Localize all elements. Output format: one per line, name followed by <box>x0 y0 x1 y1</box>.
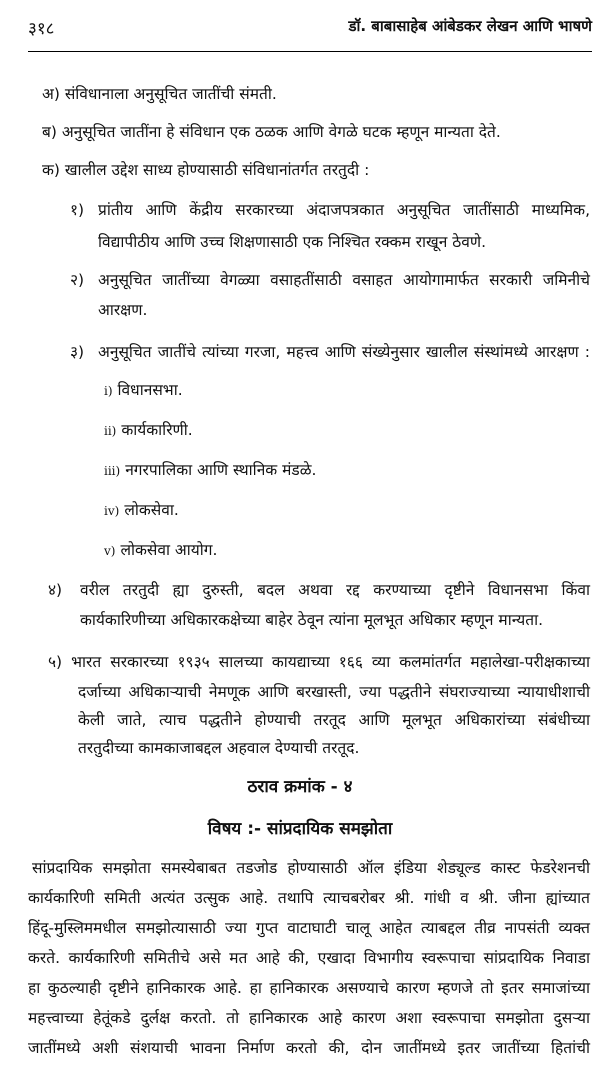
item-a: अ) संविधानाला अनुसूचित जातींची संमती. <box>42 85 277 103</box>
roman-numeral: i) <box>104 384 113 398</box>
paragraph-line-1: सांप्रदायिक समझोता समस्येबाबत तडजोड होण्यासाठी ऑल इंडिया शेड्यूल्ड कास्ट फेडरेशनची <box>32 859 590 877</box>
roman-item-text: नगरपालिका आणि स्थानिक मंडळे. <box>125 461 317 479</box>
roman-item-4 <box>104 500 179 521</box>
roman-numeral: iv) <box>104 504 120 518</box>
paragraph-line-3: हिंदू-मुस्लिममधील समझोत्यासाठी ज्या गुप्त वाटाघाटी चालू आहेत त्याबद्दल तीव्र नापसंती व्यक्त <box>28 919 590 937</box>
point-4-line-1: वरील तरतुदी ह्या दुरुस्ती, बदल अथवा रद्द करण्याच्या दृष्टीने विधानसभा किंवा <box>80 581 590 599</box>
item-b: ब) अनुसूचित जातींना हे संविधान एक ठळक आणि वेगळे घटक म्हणून मान्यता देते. <box>42 123 501 141</box>
point-4-line-2: कार्यकारिणीच्या अधिकारकक्षेच्या बाहेर ठेवून त्यांना मूलभूत अधिकार म्हणून मान्यता. <box>80 611 544 629</box>
roman-item-text: लोकसेवा आयोग. <box>120 541 218 559</box>
subitem-2-line-2: आरक्षण. <box>98 301 148 319</box>
header-rule <box>28 51 592 52</box>
subitem-2-line-1: अनुसूचित जातींच्या वेगळ्या वसाहतींसाठी वसाहत आयोगामार्फत सरकारी जमिनीचे <box>98 271 590 289</box>
resolution-title: ठराव क्रमांक - ४ <box>247 777 353 797</box>
paragraph-line-5: हा कुठल्याही दृष्टीने हानिकारक आहे. हा हानिकारक असण्याचे कारण म्हणजे तो इतर समाजांच्या <box>28 979 590 997</box>
point-5-line-2: दर्जाच्या अधिकाऱ्याची नेमणूक आणि बरखास्ती, ज्या पद्धतीने संघराज्याच्या न्यायाधीशाची <box>78 683 590 701</box>
paragraph-line-2: कार्यकारिणी समिती अत्यंत उत्सुक आहे. तथापि त्याचबरोबर श्री. गांधी व श्री. जीना ह्यांच्यात <box>28 889 590 907</box>
page-number: ३१८ <box>28 19 55 39</box>
subitem-1-line-1: प्रांतीय आणि केंद्रीय सरकारच्या अंदाजपत्रकात अनुसूचित जातींसाठी माध्यमिक, <box>98 201 590 219</box>
point-5-line-4: तरतुदीच्या कामकाजाबद्दल अहवाल देण्याची तरतूद. <box>78 739 360 757</box>
paragraph-line-7: जातींमध्ये अशी संशयाची भावना निर्माण करतो की, दोन जातींमध्ये इतर जातींच्या हितांची <box>28 1039 590 1057</box>
subitem-3-line-1: अनुसूचित जातींचे त्यांच्या गरजा, महत्त्व आणि संख्येनुसार खालील संस्थांमध्ये आरक्षण : <box>98 343 590 361</box>
roman-item-text: विधानसभा. <box>117 381 183 399</box>
page-header <box>28 14 592 40</box>
subitem-1-marker: १) <box>70 201 85 219</box>
roman-numeral: ii) <box>104 424 117 438</box>
roman-item-5 <box>104 540 217 561</box>
roman-item-1 <box>104 380 183 401</box>
roman-item-text: लोकसेवा. <box>124 501 179 519</box>
roman-item-3 <box>104 460 316 481</box>
running-head: डॉ. बाबासाहेब आंबेडकर लेखन आणि भाषणे <box>348 17 592 35</box>
paragraph-line-4: करते. कार्यकारिणी समितीचे असे मत आहे की, एखादा विभागीय स्वरूपाचा सांप्रदायिक निवाडा <box>28 949 590 967</box>
point-5-line-3: केली जाते, त्याच पद्धतीने होण्याची तरतूद आणि मूलभूत अधिकारांच्या संबंधीच्या <box>78 711 590 729</box>
roman-numeral: v) <box>104 544 116 558</box>
paragraph-line-6: महत्त्वाच्या हेतूंकडे दुर्लक्ष करतो. तो हानिकारक आहे कारण अशा स्वरूपाचा समझोता दुसऱ्या <box>28 1009 590 1027</box>
subitem-2-marker: २) <box>70 271 85 289</box>
subitem-1-line-2: विद्यापीठीय आणि उच्च शिक्षणासाठी एक निश्चित रक्कम राखून ठेवणे. <box>98 233 487 251</box>
point-4-marker: ४) <box>48 581 63 599</box>
resolution-subject: विषय :- सांप्रदायिक समझोता <box>207 819 393 839</box>
point-5-line-1: ५) भारत सरकारच्या १९३५ सालच्या कायद्याच्या १६६ व्या कलमांतर्गत महालेखा-परीक्षकाच्या <box>48 653 590 671</box>
roman-item-2 <box>104 420 193 441</box>
roman-item-text: कार्यकारिणी. <box>121 421 193 439</box>
item-k: क) खालील उद्देश साध्य होण्यासाठी संविधानांतर्गत तरतुदी : <box>42 161 370 179</box>
subitem-3-marker: ३) <box>70 343 85 361</box>
roman-numeral: iii) <box>104 464 121 478</box>
